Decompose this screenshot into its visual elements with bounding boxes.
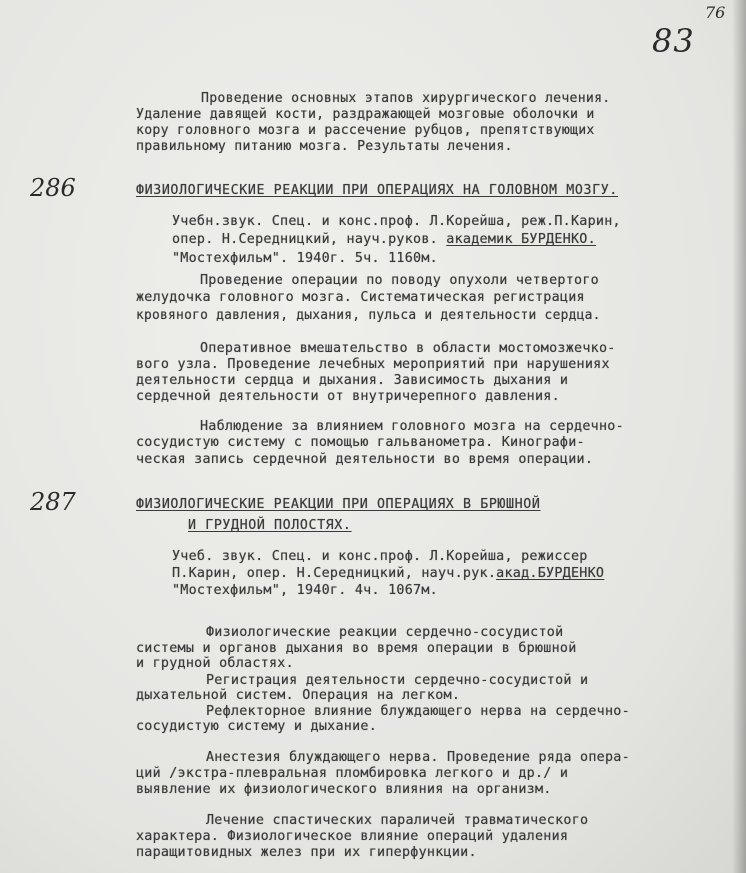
text-line: желудочка головного мозга. Систематическая регистрация	[136, 290, 585, 305]
text-line: Удаление давящей кости, раздражающей мозговые оболочки и	[136, 107, 595, 122]
credits-line: "Мостехфильм", 1940г. 4ч. 1067м.	[172, 583, 438, 598]
text-line: Оперативное вмешательство в области мостомозжечко-	[200, 341, 616, 356]
entry-number: 287	[30, 488, 76, 516]
entry-title: ФИЗИОЛОГИЧЕСКИЕ РЕАКЦИИ ПРИ ОПЕРАЦИЯХ НА ГОЛОВНОМ МОЗГУ.	[136, 183, 618, 198]
page-edge-shadow	[732, 0, 746, 873]
text-line: деятельности сердца и дыхания. Зависимость дыхания и	[136, 373, 569, 388]
credits-line	[172, 232, 596, 248]
text-line: сосудистую систему и дыхание.	[136, 719, 378, 734]
text-line: характера. Физиологическое влияние операций удаления	[136, 829, 569, 844]
credits-line: "Мостехфильм". 1940г. 5ч. 1160м.	[172, 251, 438, 266]
entry-number: 286	[30, 174, 76, 202]
text-line: сосудистую систему с помощью гальванометра. Кинографи-	[136, 435, 585, 450]
text-line: паращитовидных желез при их гиперфункции.	[136, 845, 477, 860]
text-line: Физиологические реакции сердечно-сосудистой	[206, 625, 564, 640]
text-line: Рефлекторное влияние блуждающего нерва на сердечно-	[206, 704, 630, 719]
text-line: Регистрация деятельности сердечно-сосудистой и	[206, 673, 589, 688]
text-line: Проведение операции по поводу опухоли четвертого	[200, 273, 599, 288]
text-line: Анестезия блуждающего нерва. Проведение ряда опера-	[206, 750, 630, 765]
page-number: 83	[652, 22, 695, 60]
text-line: Наблюдение за влиянием головного мозга на сердечно-	[200, 419, 624, 434]
entry-title: ФИЗИОЛОГИЧЕСКИЕ РЕАКЦИИ ПРИ ОПЕРАЦИЯХ В БРЮШНОЙ	[136, 497, 541, 512]
text-line: Проведение основных этапов хирургического лечения.	[201, 91, 611, 106]
text-line: и грудной областях.	[136, 656, 294, 671]
text-line: правильному питанию мозга. Результаты лечения.	[136, 139, 513, 154]
corner-number: 76	[705, 3, 726, 22]
text-line: сердечной деятельности от внутричерепного давления.	[136, 389, 560, 404]
credits-line: Учебн.звук. Спец. и конс.проф. Л.Корейша, реж.П.Карин,	[172, 214, 621, 229]
text-line: системы и органов дыхания во время операции в брюшной	[136, 641, 577, 656]
text-line: Лечение спастических параличей травматического	[206, 813, 589, 828]
text-line: кору головного мозга и рассечение рубцов, препятствующих	[136, 123, 595, 138]
credits-text: П.Карин, опер. Н.Середницкий, науч.рук.	[172, 566, 497, 581]
supervisor-name: академик БУРДЕНКО.	[446, 232, 596, 247]
entry-title-cont: И ГРУДНОЙ ПОЛОСТЯХ.	[188, 518, 352, 533]
supervisor-name: акад.БУРДЕНКО	[496, 566, 605, 581]
text-line: кровяного давления, дыхания, пульса и деятельности сердца.	[136, 308, 601, 323]
text-line: ческая запись сердечной деятельности во время операции.	[136, 452, 594, 467]
credits-line: Учеб. звук. Спец. и конс.проф. Л.Корейша, режиссер	[172, 549, 588, 564]
text-line: вого узла. Проведение лечебных мероприятий при нарушениях	[136, 357, 610, 372]
credits-line	[172, 566, 604, 582]
text-line: дыхательной систем. Операция на легком.	[136, 688, 461, 703]
text-line: выявление их физиологического влияния на организм.	[136, 782, 552, 797]
text-line: ций /экстра-плевральная пломбировка легкого и др./ и	[136, 766, 569, 781]
credits-text: опер. Н.Середницкий, науч.руков.	[172, 232, 447, 247]
